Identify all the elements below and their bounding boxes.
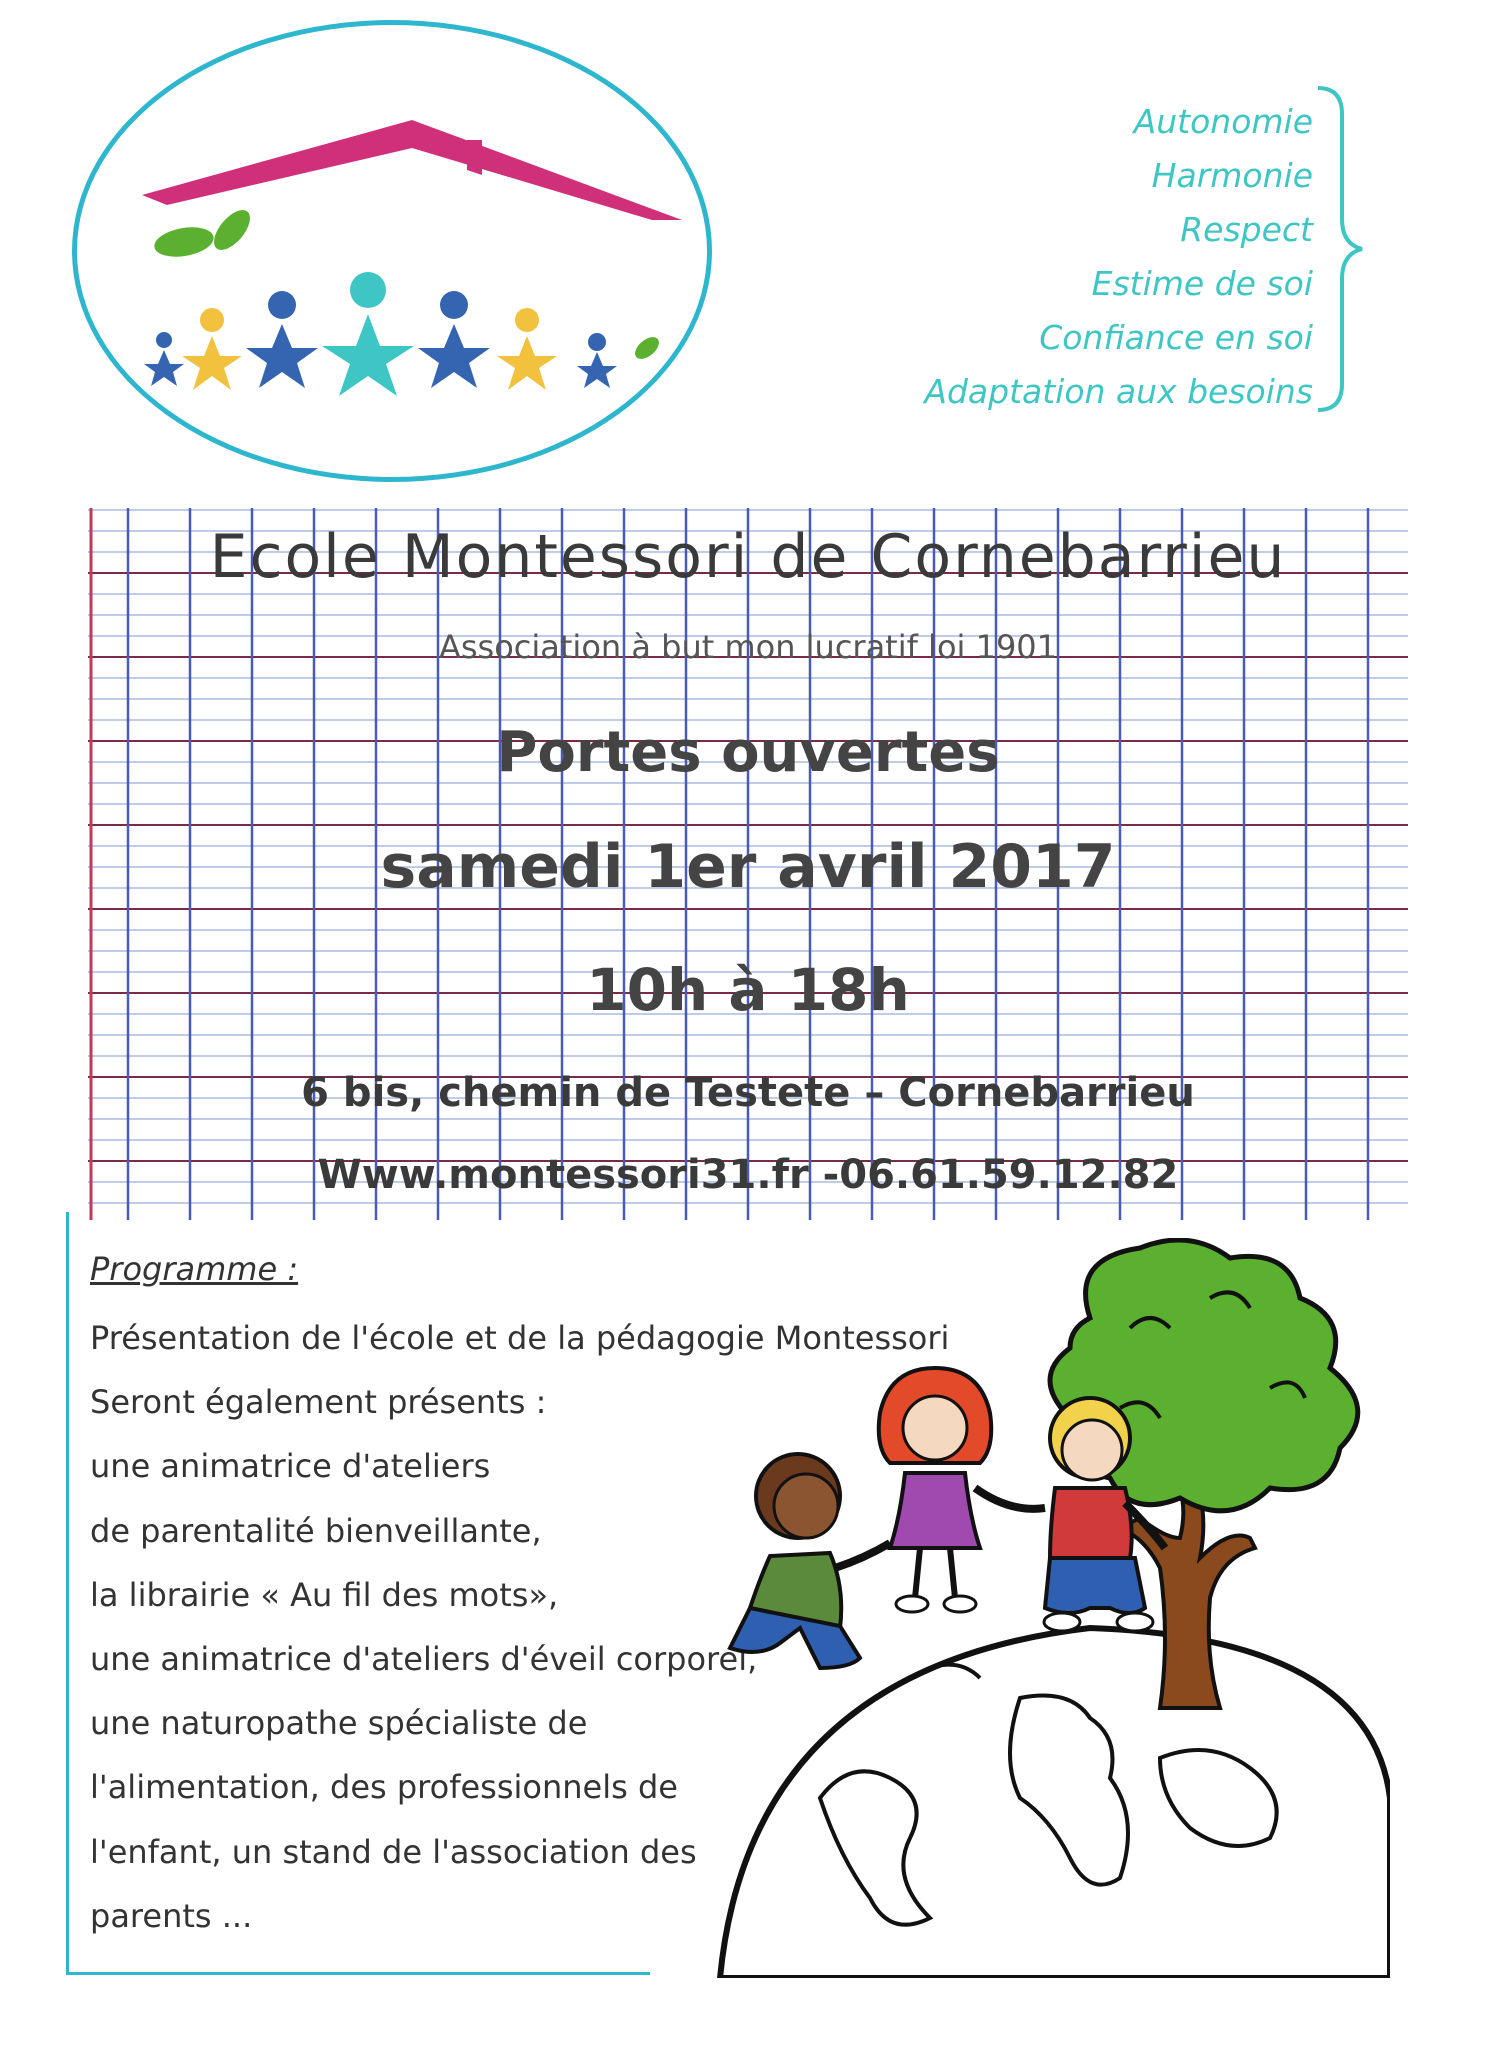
programme-title: Programme : <box>90 1250 299 1288</box>
programme-line: une animatrice d'ateliers d'éveil corporel, <box>90 1640 758 1679</box>
programme-border-left <box>66 1212 69 1972</box>
programme-line: l'alimentation, des professionnels de <box>90 1768 678 1807</box>
school-name: Ecole Montessori de Cornebarrieu <box>209 522 1287 592</box>
children-stars-icon <box>144 272 617 396</box>
event-date: samedi 1er avril 2017 <box>380 832 1116 902</box>
value-item: Adaptation aux besoins <box>924 372 1313 411</box>
children-globe-illustration <box>690 1238 1390 1978</box>
programme-line: l'enfant, un stand de l'association des <box>90 1832 697 1871</box>
programme-line: Présentation de l'école et de la pédagogie Montessori <box>90 1319 950 1357</box>
programme-border-bottom <box>66 1972 650 1975</box>
programme-line: une naturopathe spécialiste de <box>90 1704 588 1743</box>
programme-line: une animatrice d'ateliers <box>90 1447 491 1486</box>
event-title: Portes ouvertes <box>496 720 1000 785</box>
value-item: Confiance en soi <box>1039 318 1313 357</box>
programme-line: Seront également présents : <box>90 1383 547 1422</box>
value-item: Harmonie <box>1151 156 1313 195</box>
children-icon <box>730 1368 1165 1668</box>
value-item: Estime de soi <box>1091 264 1313 303</box>
event-address: 6 bis, chemin de Testete – Cornebarrieu <box>301 1070 1195 1116</box>
event-contact: Www.montessori31.fr -06.61.59.12.82 <box>317 1152 1179 1198</box>
leaf-icon <box>152 204 663 363</box>
programme-line: de parentalité bienveillante, <box>90 1511 542 1550</box>
event-hours: 10h à 18h <box>586 956 910 1024</box>
value-item: Autonomie <box>1133 102 1313 141</box>
programme-line: parents ... <box>90 1896 253 1935</box>
values-list <box>924 95 1313 419</box>
globe-icon <box>720 1628 1390 1978</box>
association-line: Association à but mon lucratif loi 1901 <box>438 628 1058 666</box>
programme-line: la librairie « Au fil des mots», <box>90 1575 559 1614</box>
house-roof-icon <box>142 120 682 220</box>
value-item: Respect <box>1180 210 1313 249</box>
school-logo <box>72 20 712 482</box>
curly-brace <box>1310 84 1370 414</box>
